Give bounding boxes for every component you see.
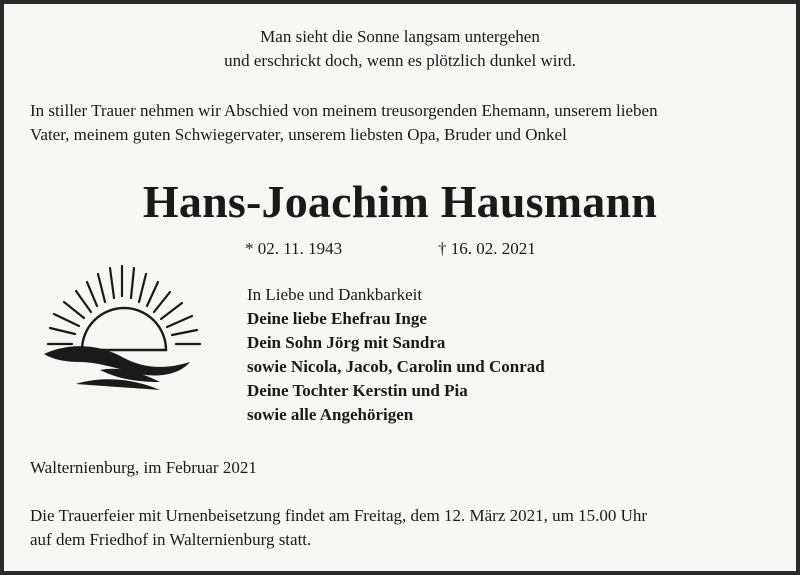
intro-line-1: In stiller Trauer nehmen wir Abschied von meinem treusorgenden Ehemann, unserem lieben [30,101,658,120]
mourners-heading: In Liebe und Dankbarkeit [247,285,423,304]
deceased-name: Hans-Joachim Hausmann [142,176,658,227]
mourner-line: Dein Sohn Jörg mit Sandra [247,333,446,352]
mourner-line: Deine Tochter Kerstin und Pia [247,381,468,400]
poem-line-2: und erschrickt doch, wenn es plötzlich dunkel wird. [224,51,576,70]
death-date: † 16. 02. 2021 [438,239,536,258]
funeral-line-1: Die Trauerfeier mit Urnenbeisetzung findet am Freitag, dem 12. März 2021, um 15.00 Uhr [30,506,648,525]
funeral-line-2: auf dem Friedhof in Walternienburg statt. [30,530,312,549]
place-date: Walternienburg, im Februar 2021 [30,458,257,477]
intro-line-2: Vater, meinem guten Schwiegervater, unserem liebsten Opa, Bruder und Onkel [30,125,567,144]
sunset-icon [40,258,210,398]
mourner-line: sowie Nicola, Jacob, Carolin und Conrad [247,357,545,376]
mourners-list [247,283,545,427]
poem-line-1: Man sieht die Sonne langsam untergehen [260,27,540,46]
mourner-line: sowie alle Angehörigen [247,405,414,424]
birth-date: * 02. 11. 1943 [245,239,343,258]
mourner-line: Deine liebe Ehefrau Inge [247,309,427,328]
